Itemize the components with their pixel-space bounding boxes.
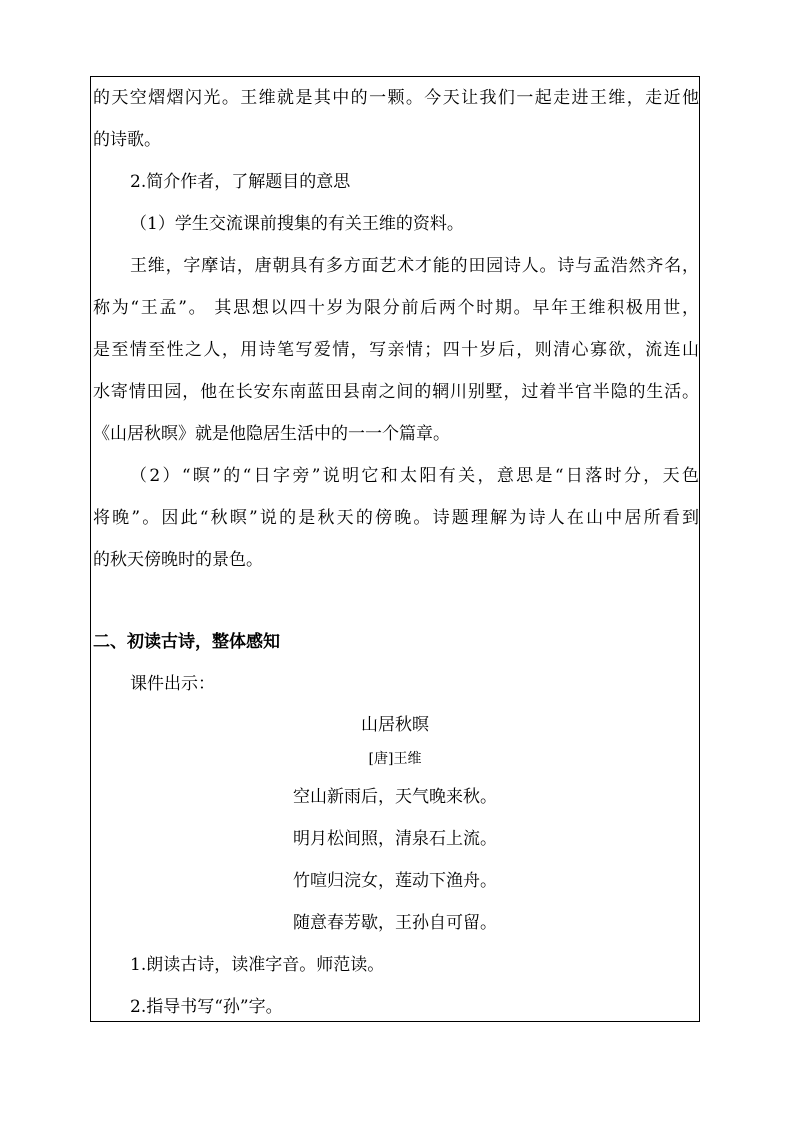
sub2-line-2: 将晚”。因此“秋暝”说的是秋天的傍晚。诗题理解为诗人在山中居所看到 [93,508,699,528]
intro-line-1: 的天空熠熠闪光。王维就是其中的一颗。今天让我们一起走进王维，走近他 [93,88,699,108]
poem-author: [唐]王维 [368,751,422,767]
reading-step-1: 1.朗读古诗，读准字音。师范读。 [130,955,385,975]
bio-line-2: 称为“王孟”。 其思想以四十岁为限分前后两个时期。早年王维积极用世， [93,298,699,318]
courseware-label: 课件出示： [130,674,215,694]
reading-step-2: 2.指导书写“孙”字。 [130,997,283,1017]
sub2-line-1: （2）“暝”的“日字旁”说明它和太阳有关，意思是“日落时分，天色 [130,466,699,486]
intro-line-2: 的诗歌。 [93,130,161,150]
sub2-line-3: 的秋天傍晚时的景色。 [93,550,263,570]
step2-sub1: （1）学生交流课前搜集的有关王维的资料。 [130,214,464,234]
poem-line-4: 随意春芳歇，王孙自可留。 [293,913,497,933]
poem-line-3: 竹喧归浣女，莲动下渔舟。 [293,871,497,891]
bio-line-5: 《山居秋暝》就是他隐居生活中的一一个篇章。 [93,424,450,444]
bio-line-3: 是至情至性之人，用诗笔写爱情，写亲情；四十岁后，则清心寡欲，流连山 [93,340,699,360]
poem-title: 山居秋暝 [361,715,429,735]
bio-line-4: 水寄情田园，他在长安东南蓝田县南之间的辋川别墅，过着半官半隐的生活。 [93,382,699,402]
step2-heading: 2.简介作者，了解题目的意思 [130,172,351,192]
section2-heading: 二、初读古诗，整体感知 [93,632,280,652]
poem-line-1: 空山新雨后，天气晚来秋。 [293,787,497,807]
bio-line-1: 王维，字摩诘，唐朝具有多方面艺术才能的田园诗人。诗与孟浩然齐名， [130,256,699,276]
poem-line-2: 明月松间照，清泉石上流。 [293,829,497,849]
